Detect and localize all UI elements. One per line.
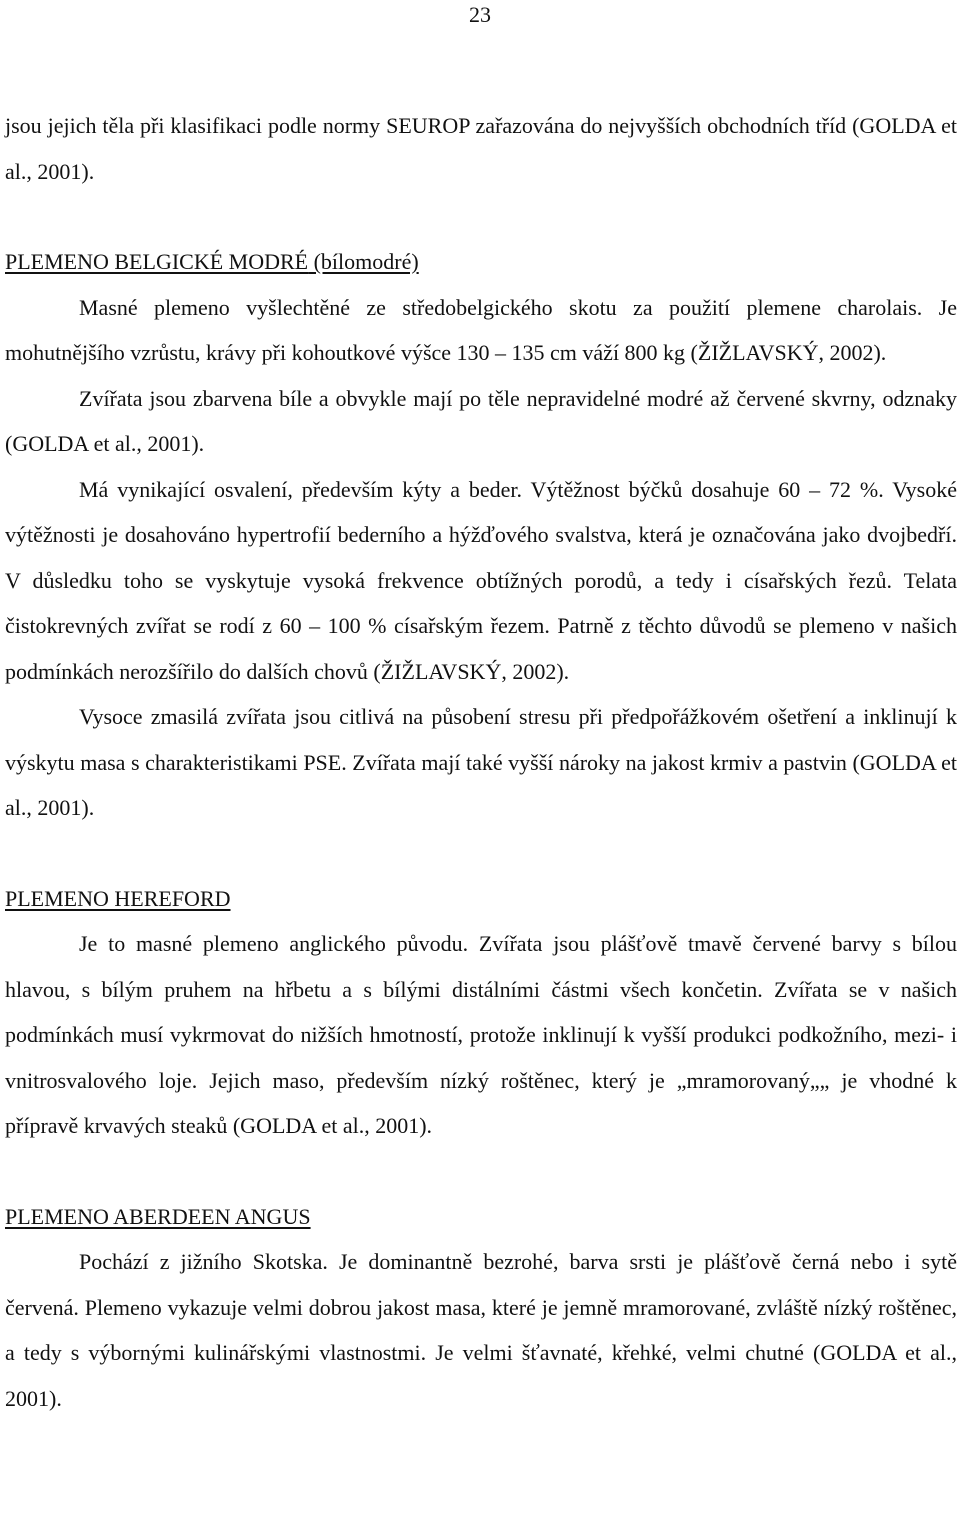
paragraph: Pochází z jižního Skotska. Je dominantně bezrohé, barva srsti je plášťově černá nebo i sytě červená. Plemeno vykazuje velmi dobrou jakost masa, které je jemně mramorované, zvláště nízký roštěnec, a tedy s výbornými kulinářskými vlastnostmi. Je velmi šťavnaté, křehké, velmi chutné (GOLDA et al., 2001). xyxy=(5,1249,957,1411)
paragraph: Masné plemeno vyšlechtěné ze středobelgického skotu za použití plemene charolais. Je mohutnějšího vzrůstu, krávy při kohoutkové výšce 130 – 135 cm váží 800 kg (ŽIŽLAVSKÝ, 2002). xyxy=(5,294,957,365)
heading-title: PLEMENO BELGICKÉ MODRÉ xyxy=(5,249,309,274)
section-heading-aberdeen: PLEMENO ABERDEEN ANGUS xyxy=(5,1203,311,1229)
heading-note: (bílomodré) xyxy=(308,249,419,274)
section-gap xyxy=(5,831,957,876)
section-gap xyxy=(5,194,957,239)
section-heading-belgicke xyxy=(5,239,957,285)
section-gap xyxy=(5,1149,957,1194)
paragraph: Má vynikající osvalení, především kýty a beder. Výtěžnost býčků dosahuje 60 – 72 %. Vysoké výtěžnosti je dosahováno hypertrofií bederního a hýžďového svalstva, která je označována jako dvojbedří. V důsledku toho se vyskytuje vysoká frekvence obtížných porodů, a tedy i císařských řezů. Telata čistokrevných zvířat se rodí z 60 – 100 % císařským řezem. Patrně z těchto důvodů se plemeno v našich podmínkách nerozšířilo do dalších chovů (ŽIŽLAVSKÝ, 2002). xyxy=(5,476,957,684)
page-content xyxy=(5,103,957,1421)
paragraph: Vysoce zmasilá zvířata jsou citlivá na působení stresu při předpořážkovém ošetření a inklinují k výskytu masa s charakteristikami PSE. Zvířata mají také vyšší nároky na jakost krmiv a pastvin (GOLDA et al., 2001). xyxy=(5,704,957,820)
paragraph: Zvířata jsou zbarvena bíle a obvykle mají po těle nepravidelné modré až červené skvrny, odznaky (GOLDA et al., 2001). xyxy=(5,385,957,456)
section-heading-hereford: PLEMENO HEREFORD xyxy=(5,885,231,911)
paragraph: Je to masné plemeno anglického původu. Zvířata jsou plášťově tmavě červené barvy s bílou hlavou, s bílým pruhem na hřbetu a s bílými distálními částmi všech končetin. Zvířata se v našich podmínkách musí vykrmovat do nižších hmotností, protože inklinují k vyšší produkci podkožního, mezi- i vnitrosvalového loje. Jejich maso, především nízký roštěnec, který je „mramorovaný„„ je vhodné k přípravě krvavých steaků (GOLDA et al., 2001). xyxy=(5,931,957,1138)
page-number: 23 xyxy=(469,2,491,27)
intro-paragraph: jsou jejich těla při klasifikaci podle normy SEUROP zařazována do nejvyšších obchodních tříd (GOLDA et al., 2001). xyxy=(5,113,957,184)
